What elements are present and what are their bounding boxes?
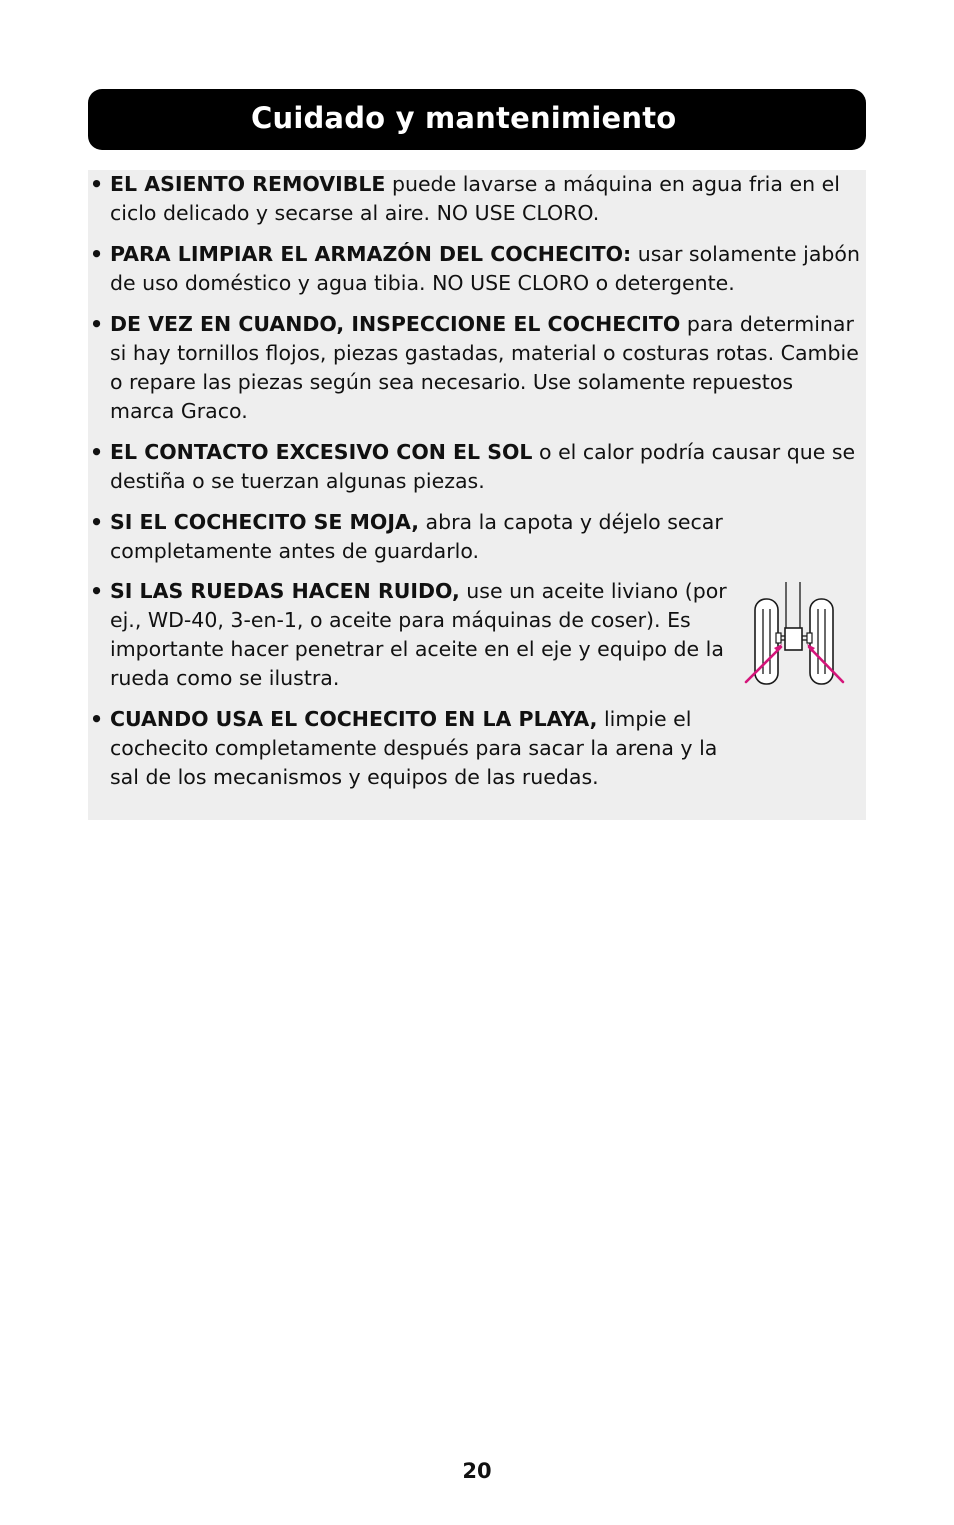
item-text: use un aceite liviano (por ej., WD-40, 3-en-1, o aceite para máquinas de coser). Es importante hacer penetrar el aceite en el eje y equipo de la rueda como se ilustra. bbox=[110, 579, 727, 690]
item-lead: SI LAS RUEDAS HACEN RUIDO, bbox=[110, 579, 460, 603]
list-item bbox=[90, 705, 740, 792]
bullet: • bbox=[90, 172, 104, 196]
list-item bbox=[90, 240, 860, 298]
section-title: Cuidado y mantenimiento bbox=[251, 101, 677, 135]
item-lead: DE VEZ EN CUANDO, INSPECCIONE EL COCHECITO bbox=[110, 312, 681, 336]
list-item bbox=[90, 438, 860, 496]
item-text: puede lavarse a máquina en agua fria en el ciclo delicado y secarse al aire. NO USE CLORO. bbox=[110, 172, 840, 225]
section-title-bar bbox=[88, 89, 866, 150]
list-item bbox=[90, 577, 730, 693]
bullet: • bbox=[90, 312, 104, 336]
list-item bbox=[90, 170, 860, 228]
item-text: usar solamente jabón de uso doméstico y agua tibia. NO USE CLORO o detergente. bbox=[110, 242, 860, 295]
bullet: • bbox=[90, 707, 104, 731]
bullet: • bbox=[90, 510, 104, 534]
list-item bbox=[90, 310, 860, 426]
item-lead: CUANDO USA EL COCHECITO EN LA PLAYA, bbox=[110, 707, 598, 731]
item-text: o el calor podría causar que se destiña o se tuerzan algunas piezas. bbox=[110, 440, 856, 493]
item-lead: PARA LIMPIAR EL ARMAZÓN DEL COCHECITO: bbox=[110, 242, 632, 266]
bullet: • bbox=[90, 579, 104, 603]
wheel-axle-oil-icon bbox=[740, 578, 850, 690]
item-lead: EL ASIENTO REMOVIBLE bbox=[110, 172, 386, 196]
item-lead: EL CONTACTO EXCESIVO CON EL SOL bbox=[110, 440, 533, 464]
bullet: • bbox=[90, 440, 104, 464]
bullet: • bbox=[90, 242, 104, 266]
item-lead: SI EL COCHECITO SE MOJA, bbox=[110, 510, 420, 534]
item-text: limpie el cochecito completamente después para sacar la arena y la sal de los mecanismos y equipos de las ruedas. bbox=[110, 707, 718, 789]
item-text: para determinar si hay tornillos flojos, piezas gastadas, material o costuras rotas. Cambie o repare las piezas según sea necesario. Use solamente repuestos marca Graco. bbox=[110, 312, 859, 423]
list-item bbox=[90, 508, 860, 566]
page-number: 20 bbox=[462, 1459, 492, 1483]
item-text: abra la capota y déjelo secar completamente antes de guardarlo. bbox=[110, 510, 723, 563]
